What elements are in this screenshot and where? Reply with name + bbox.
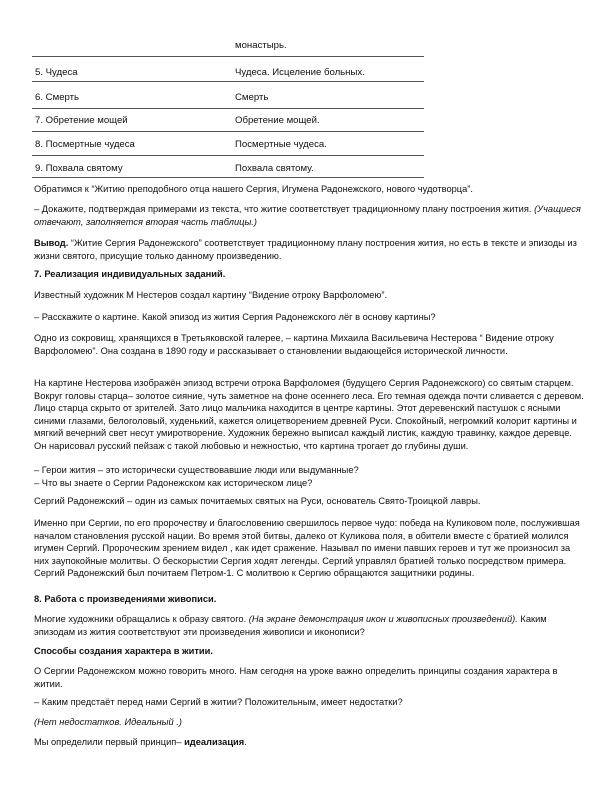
paragraph: На картине Нестерова изображён эпизод встречи отрока Варфоломея (будущего Сергия Радонежского) со святым старцем. Вокруг головы старца– золотое сияние, чуть заметное на фоне осеннего леса. Его темная одежда почти сливается с деревом. Лицо старца скрыто от зрителей. Зато лицо мальчика находится в центре картины. Этот деревенский пастушок с ясными синими глазами, белоголовый, худенький, кажется олицетворением древней Руси. Спокойный, негромкий колорит картины и мягкий вечерний свет несут умиротворение. Художник бережно выписал каждый листик, каждую травинку, каждое деревце. Он нарисовал русский пейзаж с такой любовью и нежностью, что картина трогает до глубины души. xyxy=(34,378,584,451)
table-cell-life: Чудеса. Исцеление больных. xyxy=(235,67,365,78)
paragraph-italic-note: (Учащиеся отвечают, заполняется вторая часть таблицы.) xyxy=(34,204,581,227)
key-term: идеализация xyxy=(184,737,245,747)
table-cell-plan: 7. Обретение мощей xyxy=(35,115,128,126)
table-row-divider xyxy=(32,56,424,57)
conclusion-label: Вывод. xyxy=(34,238,69,248)
table-cell-life: Посмертные чудеса. xyxy=(235,139,327,150)
paragraph-text: – Докажите, подтверждая примерами из текста, что житие соответствует традиционному плану построения жития. xyxy=(34,204,535,214)
section-heading: Способы создания характера в житии. xyxy=(34,646,213,656)
table-cell-life: Похвала святому. xyxy=(235,163,314,174)
table-row-divider xyxy=(32,81,424,82)
paragraph xyxy=(34,613,586,638)
table-cell-life: Смерть xyxy=(235,92,269,103)
table-cell-plan: 6. Смерть xyxy=(35,92,80,103)
paragraph: Сергий Радонежский – один из самых почитаемых святых на Руси, основатель Свято-Троицкой лавры. xyxy=(34,496,481,506)
table-cell-plan: 9. Похвала святому xyxy=(35,163,123,174)
table-row-divider xyxy=(32,155,424,156)
paragraph: Известный художник М Нестеров создал картину “Видение отроку Варфоломею”. xyxy=(34,290,388,300)
table-row-divider xyxy=(32,131,424,132)
table-cell-continuation: монастырь. xyxy=(235,40,287,51)
paragraph: Обратимся к “Житию преподобного отца нашего Сергия, Игумена Радонежского, нового чудотворца”. xyxy=(34,184,473,194)
section-heading: 7. Реализация индивидуальных заданий. xyxy=(34,269,226,279)
paragraph: Именно при Сергии, по его пророчеству и благословению свершилось первое чудо: победа на Куликовом поле, послужившая началом становления русской нации. Во время этой битвы, далеко от Куликова поля, в обители вместе с братией молился игумен Сергий. Пророческим зрением видел , как идет сражение. Называл по имени павших героев и тут же произносил за них заупокойные молитвы. О бескорыстии Сергия ходят легенды. Сергий управлял братией только посредством примера. Сергий Радонежский был почитаем Петром-1. С молитвою к Сергию обращаются защитники родины. xyxy=(34,518,580,579)
paragraph-italic-note: (На экране демонстрация икон и живописных произведений). xyxy=(248,614,518,624)
paragraph: Одно из сокровищ, хранящихся в Третьяковской галерее, – картина Михаила Васильевича Нестерова “ Видение отроку Варфоломею”. Она создана в 1890 году и рассказывает о становлении выдающейся исторической личности. xyxy=(34,333,554,356)
paragraph-text: Многие художники обращались к образу святого. xyxy=(34,614,249,624)
paragraph: О Сергии Радонежском можно говорить много. Нам сегодня на уроке важно определить принципы создания характера в житии. xyxy=(34,666,558,689)
paragraph-conclusion xyxy=(34,237,584,262)
paragraph-question: – Герои жития – это исторически существовавшие люди или выдуманные? xyxy=(34,465,359,475)
paragraph xyxy=(34,736,247,749)
paragraph-text: Каким эпизодам из жития соответствуют эти произведения живописи и иконописи? xyxy=(34,614,547,637)
paragraph-text: . xyxy=(244,737,247,747)
paragraph-question: – Расскажите о картине. Какой эпизод из жития Сергия Радонежского лёг в основу картины? xyxy=(34,312,436,322)
table-cell-plan: 5. Чудеса xyxy=(35,67,78,78)
paragraph xyxy=(34,203,582,228)
table-cell-life: Обретение мощей. xyxy=(235,115,320,126)
section-heading: 8. Работа с произведениями живописи. xyxy=(34,594,217,604)
paragraph-question: – Что вы знаете о Сергии Радонежском как историческом лице? xyxy=(34,478,313,488)
table-cell-plan: 8. Посмертные чудеса xyxy=(35,139,135,150)
paragraph-italic-answer: (Нет недостатков. Идеальный .) xyxy=(34,717,182,727)
paragraph-text: Мы определили первый принцип– xyxy=(34,737,185,747)
paragraph-text: “Житие Сергия Радонежского” соответствует традиционному плану построения жития, но есть в тексте и эпизоды из жизни святого, присущие только данному произведению. xyxy=(34,238,577,261)
table-row-divider xyxy=(32,177,424,178)
table-row-divider xyxy=(32,108,424,109)
paragraph-question: – Каким предстаёт перед нами Сергий в житии? Положительным, имеет недостатки? xyxy=(34,697,403,707)
